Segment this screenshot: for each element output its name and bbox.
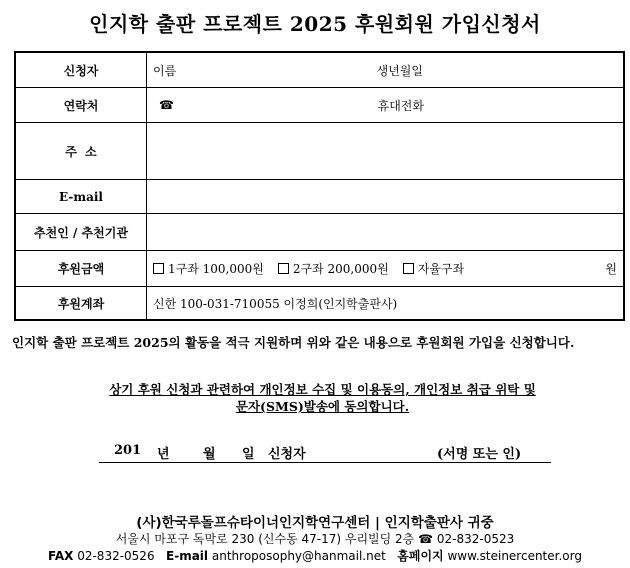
address-field[interactable] [147, 123, 625, 180]
homepage-link[interactable]: www.steinercenter.org [447, 549, 582, 563]
date-year: 201 [114, 443, 142, 458]
date-applicant: 신청자 [268, 447, 306, 462]
address-row [15, 123, 624, 180]
checkbox-icon[interactable] [153, 263, 164, 274]
account-row [15, 287, 624, 321]
won-unit: 원 [605, 262, 617, 276]
applicant-cell[interactable] [147, 52, 625, 88]
contact-label: 연락처 [15, 88, 147, 123]
email-address[interactable]: anthroposophy@hanmail.net [211, 549, 386, 563]
date-signature-line [99, 443, 551, 463]
mobile-label: 휴대전화 [377, 98, 424, 113]
name-label: 이름 [153, 63, 177, 78]
date-year-unit: 년 [157, 447, 170, 462]
homepage-label: 홈페이지 [397, 549, 444, 563]
account-value: 신한 100-031-710055 이정희(인지학출판사) [147, 287, 625, 321]
email-row [15, 180, 624, 214]
consent-block [50, 381, 595, 415]
option-2-label: 2구좌 200,000원 [292, 262, 389, 276]
footer-contact-line [0, 547, 630, 564]
email-field[interactable] [147, 180, 625, 214]
email-label: E-mail [15, 180, 147, 214]
consent-line-1: 상기 후원 신청과 관련하여 개인정보 수집 및 이용동의, 개인정보 취급 위탁 및 [109, 382, 536, 397]
checkbox-icon[interactable] [403, 263, 414, 274]
consent-line-2: 문자(SMS)발송에 동의합니다. [235, 399, 410, 414]
option-1-label: 1구좌 100,000원 [168, 262, 264, 276]
checkbox-icon[interactable] [278, 263, 289, 274]
phone-icon: ☎ [418, 532, 434, 546]
footer-tel: 02-832-0523 [436, 532, 515, 546]
option-2[interactable] [278, 260, 389, 277]
applicant-label: 신청자 [15, 52, 147, 88]
referrer-label: 추천인 / 추천기관 [15, 214, 147, 251]
referrer-row [15, 214, 624, 251]
option-3-label: 자율구좌 [417, 262, 465, 276]
applicant-row [15, 52, 624, 88]
address-label: 주 소 [15, 123, 147, 180]
footer-organization: (사)한국루돌프슈타이너인지학연구센터 | 인지학출판사 귀중 [136, 515, 494, 531]
form-title: 인지학 출판 프로젝트 2025 후원회원 가입신청서 [89, 12, 541, 36]
amount-cell [147, 251, 625, 287]
application-form-table [14, 51, 625, 321]
fax-label: FAX [48, 549, 74, 563]
date-day-unit: 일 [242, 447, 255, 462]
option-1[interactable] [153, 260, 264, 277]
contact-row [15, 88, 624, 123]
footer-address-line [0, 530, 630, 547]
amount-label: 후원금액 [15, 251, 147, 287]
footer-address: 서울시 마포구 독막로 230 (신수동 47-17) 우리빌딩 2층 [115, 532, 415, 546]
agreement-text: 인지학 출판 프로젝트 2025의 활동을 적극 지원하며 위와 같은 내용으로 후원회원 가입을 신청합니다. [12, 335, 575, 350]
option-3[interactable] [403, 260, 464, 277]
telephone-icon: ☎ [159, 98, 174, 112]
amount-row [15, 251, 624, 287]
signature-label: (서명 또는 인) [437, 447, 522, 462]
referrer-field[interactable] [147, 214, 625, 251]
contact-cell[interactable] [147, 88, 625, 123]
birth-label: 생년월일 [376, 63, 423, 78]
fax-number: 02-832-0526 [77, 549, 155, 563]
account-label: 후원계좌 [15, 287, 147, 321]
date-month-unit: 월 [203, 447, 216, 462]
email-footer-label: E-mail [166, 549, 209, 563]
